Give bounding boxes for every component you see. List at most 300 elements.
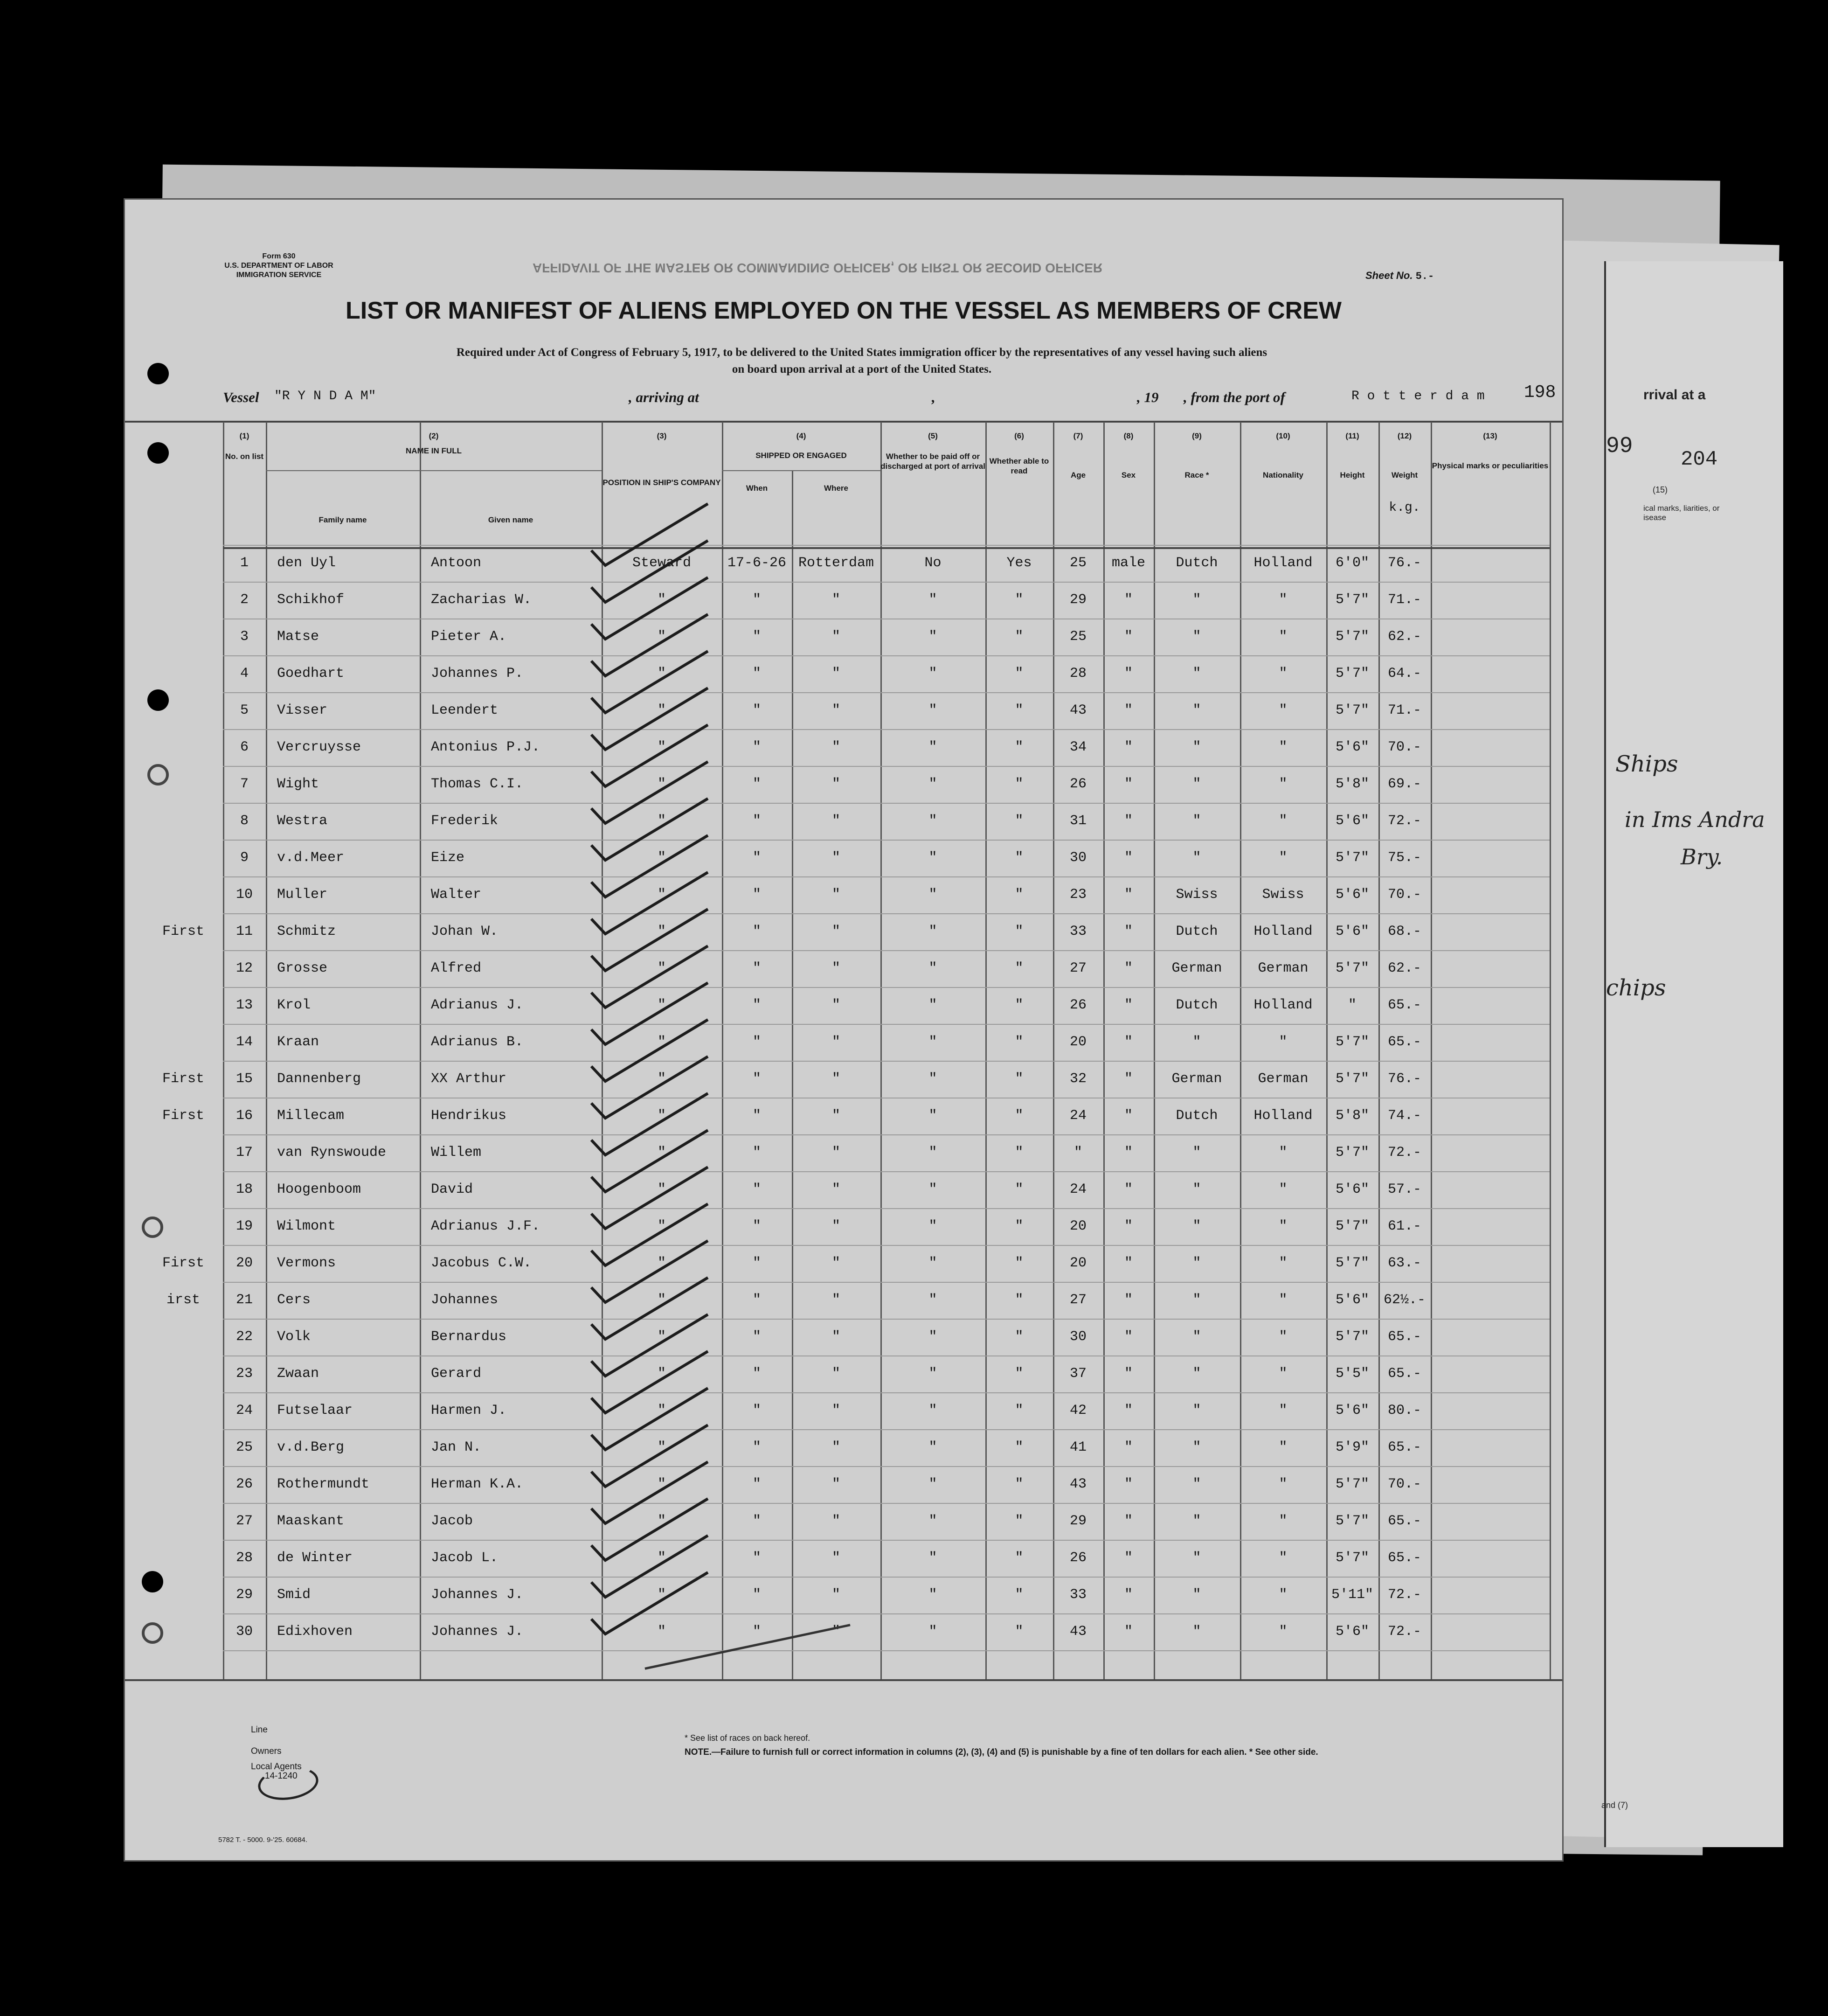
row-5-age: 43 [1069,702,1087,718]
form-number: Form 630 [262,252,296,260]
row-2-age: 29 [1069,592,1087,608]
row-15-class: First [162,1071,204,1087]
row-4-family: Goedhart [277,666,345,681]
row-9-age: 30 [1069,850,1087,866]
row-2-height: 5'7" [1335,592,1369,608]
checkmark [591,1572,708,1634]
row-9-height: 5'7" [1335,850,1369,866]
row-20-paid: " [928,1255,937,1271]
row-28-height: 5'7" [1335,1550,1369,1566]
row-16-no: 16 [235,1108,253,1124]
sheet-label: Sheet No. [1365,270,1413,281]
row-8-when: " [752,813,761,829]
row-25-nat: " [1279,1439,1288,1455]
row-7-no: 7 [240,776,249,792]
row-17-nat: " [1279,1145,1288,1161]
row-14-age: 20 [1069,1034,1087,1050]
row-17-age: " [1073,1145,1082,1161]
row-21-paid: " [928,1292,937,1308]
row-10-when: " [752,887,761,903]
row-21-read: " [1015,1292,1024,1308]
row-15-race: German [1171,1071,1222,1087]
back-number-204: 204 [1681,448,1718,471]
row-16-class: First [162,1108,204,1124]
service-name: IMMIGRATION SERVICE [236,271,322,279]
row-29-when: " [752,1587,761,1603]
row-4-nat: " [1279,666,1288,681]
row-11-given: Johan W. [431,924,499,939]
row-16-age: 24 [1069,1108,1087,1124]
row-1-position: Steward [632,555,692,571]
row-22-family: Volk [277,1329,311,1345]
row-28-sex: " [1124,1550,1133,1566]
row-18-nat: " [1279,1182,1288,1197]
row-27-sex: " [1124,1513,1133,1529]
row-30-sex: " [1124,1624,1133,1640]
row-1-when: 17-6-26 [727,555,787,571]
row-6-when: " [752,739,761,755]
row-9-family: v.d.Meer [277,850,345,866]
row-27-race: " [1192,1513,1201,1529]
row-10-paid: " [928,887,937,903]
row-28-family: de Winter [277,1550,353,1566]
row-15-height: 5'7" [1335,1071,1369,1087]
row-26-race: " [1192,1476,1201,1492]
row-1-where: Rotterdam [798,555,874,571]
row-13-family: Krol [277,997,311,1013]
col-4a-header: When [746,484,768,493]
row-27-position: " [657,1513,666,1529]
back-arrival-text: rrival at a [1643,387,1706,403]
row-6-family: Vercruysse [277,739,361,755]
row-25-race: " [1192,1439,1201,1455]
row-14-no: 14 [235,1034,253,1050]
row-24-given: Harmen J. [431,1403,507,1418]
row-7-paid: " [928,776,937,792]
row-20-family: Vermons [277,1255,336,1271]
row-13-where: " [831,997,840,1013]
row-11-paid: " [928,924,937,939]
row-9-read: " [1015,850,1024,866]
row-12-age: 27 [1069,960,1087,976]
col-6-number: (6) [1014,431,1024,440]
row-2-paid: " [928,592,937,608]
row-22-sex: " [1124,1329,1133,1345]
row-30-weight: 72.- [1387,1624,1421,1640]
col-6-header: Whether able to read [989,457,1049,475]
row-26-weight: 70.- [1387,1476,1421,1492]
row-3-race: " [1192,629,1201,645]
back-handwriting-chips: chips [1606,975,1666,1001]
row-15-given: XX Arthur [431,1071,507,1087]
footer-penalty-note: NOTE.—Failure to furnish full or correct information in columns (2), (3), (4) and (5) is punishable by a fine of ten dollars for each alien. * See other side. [685,1747,1318,1757]
row-29-paid: " [928,1587,937,1603]
col-13-number: (13) [1483,431,1497,440]
row-21-class: irst [166,1292,200,1308]
row-12-nat: German [1258,960,1309,976]
row-29-given: Johannes J. [431,1587,524,1603]
row-9-paid: " [928,850,937,866]
footer-print-code: 5782 T. - 5000. 9-'25. 60684. [218,1836,308,1844]
row-28-no: 28 [235,1550,253,1566]
col-7-header: Age [1070,471,1086,480]
row-17-no: 17 [235,1145,253,1161]
row-5-when: " [752,702,761,718]
row-22-no: 22 [235,1329,253,1345]
row-7-given: Thomas C.I. [431,776,524,792]
row-25-weight: 65.- [1387,1439,1421,1455]
row-29-sex: " [1124,1587,1133,1603]
row-11-family: Schmitz [277,924,336,939]
row-4-race: " [1192,666,1201,681]
row-30-height: 5'6" [1335,1624,1369,1640]
row-5-race: " [1192,702,1201,718]
row-19-height: 5'7" [1335,1218,1369,1234]
row-8-nat: " [1279,813,1288,829]
row-29-no: 29 [235,1587,253,1603]
row-29-position: " [657,1587,666,1603]
row-18-sex: " [1124,1182,1133,1197]
row-4-height: 5'7" [1335,666,1369,681]
row-17-where: " [831,1145,840,1161]
row-25-given: Jan N. [431,1439,482,1455]
row-19-weight: 61.- [1387,1218,1421,1234]
row-15-when: " [752,1071,761,1087]
col-4b-header: Where [824,484,848,493]
back-and7: and (7) [1601,1800,1628,1810]
row-26-position: " [657,1476,666,1492]
row-6-age: 34 [1069,739,1087,755]
row-1-weight: 76.- [1387,555,1421,571]
row-18-weight: 57.- [1387,1182,1421,1197]
row-26-paid: " [928,1476,937,1492]
row-12-paid: " [928,960,937,976]
row-30-position: " [657,1624,666,1640]
row-22-read: " [1015,1329,1024,1345]
row-3-where: " [831,629,840,645]
col-12-number: (12) [1397,431,1412,440]
row-15-position: " [657,1071,666,1087]
row-25-position: " [657,1439,666,1455]
row-6-given: Antonius P.J. [431,739,540,755]
row-16-family: Millecam [277,1108,345,1124]
row-4-given: Johannes P. [431,666,524,681]
row-17-paid: " [928,1145,937,1161]
row-3-sex: " [1124,629,1133,645]
checkmark [591,762,708,823]
row-8-paid: " [928,813,937,829]
col-2b-header: Given name [488,515,533,524]
row-27-age: 29 [1069,1513,1087,1529]
row-24-read: " [1015,1403,1024,1418]
row-26-no: 26 [235,1476,253,1492]
row-10-position: " [657,887,666,903]
checkmark [591,1241,708,1302]
row-16-weight: 74.- [1387,1108,1421,1124]
row-15-nat: German [1258,1071,1309,1087]
row-8-position: " [657,813,666,829]
row-23-age: 37 [1069,1366,1087,1382]
row-11-nat: Holland [1253,924,1313,939]
row-12-race: German [1171,960,1222,976]
row-17-race: " [1192,1145,1201,1161]
row-2-sex: " [1124,592,1133,608]
checkmark [591,1278,708,1339]
row-13-read: " [1015,997,1024,1013]
checkmark [591,1425,708,1487]
row-16-read: " [1015,1108,1024,1124]
checkmark [591,1093,708,1155]
row-25-paid: " [928,1439,937,1455]
row-9-nat: " [1279,850,1288,866]
row-3-height: 5'7" [1335,629,1369,645]
col-10-header: Nationality [1263,471,1303,480]
row-19-race: " [1192,1218,1201,1234]
row-2-race: " [1192,592,1201,608]
row-22-nat: " [1279,1329,1288,1345]
weight-unit: k.g. [1389,501,1420,515]
footer-line-label: Line [251,1725,268,1735]
row-29-height: 5'11" [1331,1587,1373,1603]
row-6-read: " [1015,739,1024,755]
row-4-sex: " [1124,666,1133,681]
row-15-weight: 76.- [1387,1071,1421,1087]
row-7-age: 26 [1069,776,1087,792]
row-16-race: Dutch [1176,1108,1218,1124]
row-14-read: " [1015,1034,1024,1050]
row-26-where: " [831,1476,840,1492]
row-27-height: 5'7" [1335,1513,1369,1529]
row-19-when: " [752,1218,761,1234]
row-21-when: " [752,1292,761,1308]
row-15-family: Dannenberg [277,1071,361,1087]
row-14-race: " [1192,1034,1201,1050]
row-3-age: 25 [1069,629,1087,645]
row-11-where: " [831,924,840,939]
row-5-no: 5 [240,702,249,718]
row-25-when: " [752,1439,761,1455]
row-23-no: 23 [235,1366,253,1382]
row-11-weight: 68.- [1387,924,1421,939]
row-20-weight: 63.- [1387,1255,1421,1271]
checkmark [591,1351,708,1413]
row-5-nat: " [1279,702,1288,718]
row-30-read: " [1015,1624,1024,1640]
arriving-label: , arriving at [629,389,699,405]
row-27-no: 27 [235,1513,253,1529]
row-26-age: 43 [1069,1476,1087,1492]
row-17-height: 5'7" [1335,1145,1369,1161]
row-21-height: 5'6" [1335,1292,1369,1308]
row-23-weight: 65.- [1387,1366,1421,1382]
row-12-no: 12 [235,960,253,976]
row-14-nat: " [1279,1034,1288,1050]
row-7-when: " [752,776,761,792]
row-12-read: " [1015,960,1024,976]
row-18-when: " [752,1182,761,1197]
row-24-no: 24 [235,1403,253,1418]
manifest-page [125,200,1562,1860]
col-13-header: Physical marks or peculiarities [1432,461,1549,470]
row-27-when: " [752,1513,761,1529]
subtitle-line-2: on board upon arrival at a port of the United States. [732,363,992,375]
row-19-paid: " [928,1218,937,1234]
row-5-given: Leendert [431,702,499,718]
row-1-race: Dutch [1176,555,1218,571]
row-16-nat: Holland [1253,1108,1313,1124]
row-27-nat: " [1279,1513,1288,1529]
row-24-weight: 80.- [1387,1403,1421,1418]
checkmark [591,835,708,897]
col-5-header: Whether to be paid off or discharged at port of arrival [880,452,985,471]
row-10-given: Walter [431,887,482,903]
checkmark [591,1536,708,1597]
row-30-nat: " [1279,1624,1288,1640]
row-13-race: Dutch [1176,997,1218,1013]
row-16-paid: " [928,1108,937,1124]
checkmark [591,725,708,786]
row-11-race: Dutch [1176,924,1218,939]
col-9-number: (9) [1192,431,1202,440]
row-23-sex: " [1124,1366,1133,1382]
row-2-read: " [1015,592,1024,608]
row-25-age: 41 [1069,1439,1087,1455]
row-1-height: 6'0" [1335,555,1369,571]
from-port-label: , from the port of [1184,389,1285,405]
back-handwriting-ships: Ships [1615,751,1678,777]
row-14-when: " [752,1034,761,1050]
checkmark [591,504,708,565]
row-7-read: " [1015,776,1024,792]
checkmark [591,614,708,676]
row-4-where: " [831,666,840,681]
row-6-height: 5'6" [1335,739,1369,755]
row-28-race: " [1192,1550,1201,1566]
port-of-departure: R o t t e r d a m [1351,389,1485,403]
row-11-read: " [1015,924,1024,939]
row-24-where: " [831,1403,840,1418]
row-20-class: First [162,1255,204,1271]
row-26-nat: " [1279,1476,1288,1492]
row-14-given: Adrianus B. [431,1034,524,1050]
row-1-sex: male [1111,555,1145,571]
page-title: LIST OR MANIFEST OF ALIENS EMPLOYED ON THE VESSEL AS MEMBERS OF CREW [346,297,1342,324]
row-28-where: " [831,1550,840,1566]
row-3-family: Matse [277,629,319,645]
row-23-read: " [1015,1366,1024,1382]
row-11-sex: " [1124,924,1133,939]
checkmark [591,1130,708,1192]
row-13-position: " [657,997,666,1013]
row-9-race: " [1192,850,1201,866]
row-9-no: 9 [240,850,249,866]
row-19-no: 19 [235,1218,253,1234]
row-14-where: " [831,1034,840,1050]
row-3-weight: 62.- [1387,629,1421,645]
row-14-weight: 65.- [1387,1034,1421,1050]
row-4-weight: 64.- [1387,666,1421,681]
col-5-number: (5) [928,431,938,440]
footer-agents-number: 14-1240 [265,1771,298,1781]
row-23-height: 5'5" [1335,1366,1369,1382]
vessel-label: Vessel [223,389,259,405]
row-5-position: " [657,702,666,718]
row-10-age: 23 [1069,887,1087,903]
row-4-age: 28 [1069,666,1087,681]
row-8-sex: " [1124,813,1133,829]
row-3-given: Pieter A. [431,629,507,645]
row-28-given: Jacob L. [431,1550,499,1566]
row-10-nat: Swiss [1262,887,1304,903]
row-23-nat: " [1279,1366,1288,1382]
row-22-given: Bernardus [431,1329,507,1345]
row-22-weight: 65.- [1387,1329,1421,1345]
row-2-where: " [831,592,840,608]
row-10-read: " [1015,887,1024,903]
row-24-family: Futselaar [277,1403,353,1418]
row-23-paid: " [928,1366,937,1382]
row-8-read: " [1015,813,1024,829]
checkmark [591,1020,708,1081]
row-12-given: Alfred [431,960,482,976]
col-4-number: (4) [796,431,806,440]
row-4-when: " [752,666,761,681]
row-9-position: " [657,850,666,866]
row-7-race: " [1192,776,1201,792]
row-30-when: " [752,1624,761,1640]
row-6-position: " [657,739,666,755]
row-1-age: 25 [1069,555,1087,571]
back-sheet-strip [1601,261,1783,1847]
row-20-read: " [1015,1255,1024,1271]
row-29-weight: 72.- [1387,1587,1421,1603]
row-20-height: 5'7" [1335,1255,1369,1271]
row-24-age: 42 [1069,1403,1087,1418]
checkmark [591,688,708,750]
page-stamp-number: 198 [1524,382,1556,403]
row-19-sex: " [1124,1218,1133,1234]
back-handwriting-bry: Bry. [1681,844,1723,869]
row-15-paid: " [928,1071,937,1087]
row-12-family: Grosse [277,960,328,976]
row-15-where: " [831,1071,840,1087]
checkmark [591,1204,708,1265]
row-21-sex: " [1124,1292,1133,1308]
row-5-sex: " [1124,702,1133,718]
row-18-race: " [1192,1182,1201,1197]
row-1-paid: No [924,555,942,571]
row-9-where: " [831,850,840,866]
row-20-age: 20 [1069,1255,1087,1271]
row-4-position: " [657,666,666,681]
row-9-sex: " [1124,850,1133,866]
row-12-height: 5'7" [1335,960,1369,976]
row-1-given: Antoon [431,555,482,571]
col-12-header: Weight [1391,471,1418,480]
row-1-nat: Holland [1253,555,1313,571]
year-label: , 19 [1137,389,1159,405]
checkmark [591,1314,708,1376]
row-28-age: 26 [1069,1550,1087,1566]
department-name: U.S. DEPARTMENT OF LABOR [224,262,333,270]
footer-race-note: * See list of races on back hereof. [685,1733,810,1743]
row-17-weight: 72.- [1387,1145,1421,1161]
row-30-where: " [831,1624,840,1640]
row-14-sex: " [1124,1034,1133,1050]
vessel-name: "R Y N D A M" [274,389,376,403]
row-5-height: 5'7" [1335,702,1369,718]
row-18-position: " [657,1182,666,1197]
